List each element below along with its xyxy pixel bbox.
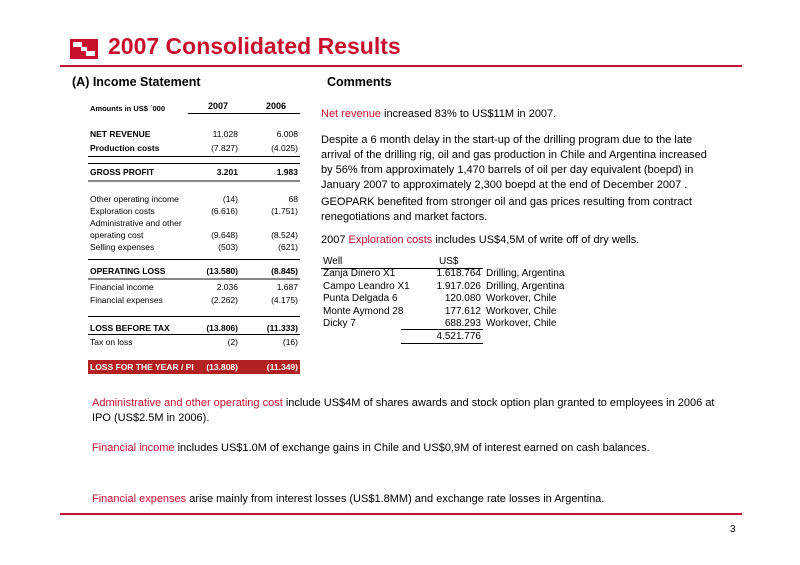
comment-highlight: Net revenue bbox=[321, 108, 381, 120]
income-statement-heading: (A) Income Statement bbox=[72, 75, 201, 89]
comment-geopark: GEOPARK benefited from stronger oil and gas prices resulting from contract renegotiations and market factors. bbox=[321, 196, 692, 223]
note-highlight: Financial expenses bbox=[92, 493, 187, 505]
row-value-2007: (503) bbox=[218, 242, 238, 252]
well-value: 1.917.026 bbox=[436, 281, 481, 292]
row-label: Exploration costs bbox=[90, 206, 155, 216]
row-value-2006: (8.524) bbox=[271, 230, 298, 240]
row-value-2007: (14) bbox=[222, 194, 238, 204]
wells-total-underline bbox=[401, 343, 483, 344]
comment-exploration bbox=[321, 233, 716, 248]
wells-total-rule bbox=[401, 329, 483, 330]
row-divider bbox=[88, 334, 300, 335]
well-desc: Workover, Chile bbox=[486, 306, 557, 317]
row-value-2006: (621) bbox=[278, 242, 298, 252]
well-value: 688.293 bbox=[444, 318, 481, 329]
col-2006-header: 2006 bbox=[265, 101, 287, 111]
total-value-2006: (11.349) bbox=[266, 362, 298, 372]
row-value-2007: (13.806) bbox=[206, 323, 238, 333]
comment-text: includes US$4,5M of write off of dry wells. bbox=[432, 234, 640, 246]
wells-total-value: 4.521.776 bbox=[436, 331, 481, 342]
row-value-2006: (4.175) bbox=[271, 295, 298, 305]
row-value-2006: 6.008 bbox=[276, 129, 298, 139]
amounts-label: Amounts in US$ ´000 bbox=[90, 104, 166, 113]
row-label: OPERATING LOSS bbox=[90, 266, 166, 276]
well-value: 177.612 bbox=[444, 306, 481, 317]
geopark-logo-icon bbox=[70, 39, 98, 59]
row-value-2006: (1.751) bbox=[271, 206, 298, 216]
row-value-2007: 2.036 bbox=[216, 282, 238, 292]
comment-highlight: Exploration costs bbox=[348, 234, 433, 246]
comment-text: increased 83% to US$11M in 2007. bbox=[380, 108, 557, 120]
row-label: Tax on loss bbox=[90, 337, 133, 347]
note-text: includes US$1.0M of exchange gains in Chile and US$0,9M of interest earned on cash balances. bbox=[174, 442, 650, 454]
row-value-2006: (4.025) bbox=[271, 143, 298, 153]
well-value: 1.618.764 bbox=[436, 268, 481, 279]
note-text: arise mainly from interest losses (US$1.8MM) and exchange rate losses in Argentina. bbox=[186, 493, 605, 505]
row-divider bbox=[88, 278, 300, 280]
row-value-2007: (7.827) bbox=[211, 143, 238, 153]
row-label: GROSS PROFIT bbox=[90, 167, 155, 177]
row-value-2006: (8.845) bbox=[271, 266, 298, 276]
well-name: Dicky 7 bbox=[323, 318, 356, 329]
footer-divider bbox=[60, 513, 742, 515]
row-label: Production costs bbox=[90, 143, 160, 153]
comment-text: 2007 bbox=[321, 234, 349, 246]
row-label: Selling expenses bbox=[90, 242, 155, 252]
row-divider bbox=[88, 259, 300, 260]
row-value-2007: 3.201 bbox=[216, 167, 238, 177]
note-text: include US$4M of shares awards and stock option plan granted to employees in 2006 at IPO (US$2.5M in 2006). bbox=[92, 397, 715, 424]
well-desc: Workover, Chile bbox=[486, 293, 557, 304]
row-label: Financial income bbox=[90, 282, 154, 292]
row-label: Other operating income bbox=[90, 194, 179, 204]
row-value-2007: (2.262) bbox=[211, 295, 238, 305]
total-row bbox=[88, 360, 300, 374]
row-value-2007: (6.616) bbox=[211, 206, 238, 216]
page-title: 2007 Consolidated Results bbox=[108, 33, 401, 59]
note-highlight: Financial income bbox=[92, 442, 175, 454]
row-label: Financial expenses bbox=[90, 295, 163, 305]
note-highlight: Administrative and other operating cost bbox=[92, 397, 283, 409]
row-value-2006: (16) bbox=[282, 337, 298, 347]
total-value-2007: (13.808) bbox=[206, 362, 238, 372]
col-well-header: Well bbox=[323, 256, 343, 267]
header-underline bbox=[188, 113, 300, 114]
row-value-2006: 1.687 bbox=[276, 282, 298, 292]
page-number: 3 bbox=[730, 524, 736, 535]
row-label: LOSS BEFORE TAX bbox=[90, 323, 170, 333]
row-divider bbox=[88, 163, 300, 164]
row-value-2006: (11.333) bbox=[266, 323, 298, 333]
well-desc: Workover, Chile bbox=[486, 318, 557, 329]
row-divider bbox=[88, 180, 300, 182]
col-usd-header: US$ bbox=[439, 256, 459, 267]
comments-heading: Comments bbox=[327, 75, 392, 89]
row-value-2007: (9.648) bbox=[211, 230, 238, 240]
comment-production: Despite a 6 month delay in the start-up of the drilling program due to the late arrival of the drilling rig, oil and gas production in Chile and Argentina increased by 56% from approximately 1,470 barrels of oil per day equivalent (boepd) in January 2007 to approximately 2,300 boepd at the end of December 2007 . bbox=[321, 134, 707, 191]
row-label: operating cost bbox=[90, 230, 144, 240]
total-label: LOSS FOR THE YEAR / PI bbox=[90, 362, 194, 372]
well-name: Zanja Dinero X1 bbox=[323, 268, 396, 279]
row-label: Administrative and other bbox=[90, 218, 182, 228]
note-admin-cost bbox=[92, 396, 732, 426]
row-value-2006: 68 bbox=[288, 194, 298, 204]
row-value-2007: (2) bbox=[227, 337, 238, 347]
well-name: Monte Aymond 28 bbox=[323, 306, 404, 317]
well-desc: Drilling, Argentina bbox=[486, 268, 565, 279]
title-divider bbox=[60, 65, 742, 67]
note-financial-expenses bbox=[92, 492, 732, 507]
well-name: Punta Delgada 6 bbox=[323, 293, 398, 304]
row-divider bbox=[88, 156, 300, 157]
comment-net-revenue bbox=[321, 107, 716, 122]
row-value-2006: 1.983 bbox=[276, 167, 298, 177]
row-value-2007: 11.028 bbox=[212, 129, 238, 139]
well-name: Campo Leandro X1 bbox=[323, 281, 410, 292]
note-financial-income bbox=[92, 441, 732, 456]
row-divider bbox=[88, 316, 300, 317]
well-desc: Drilling, Argentina bbox=[486, 281, 565, 292]
row-label: NET REVENUE bbox=[90, 129, 151, 139]
col-2007-header: 2007 bbox=[207, 101, 229, 111]
row-value-2007: (13.580) bbox=[206, 266, 238, 276]
well-value: 120.080 bbox=[444, 293, 481, 304]
